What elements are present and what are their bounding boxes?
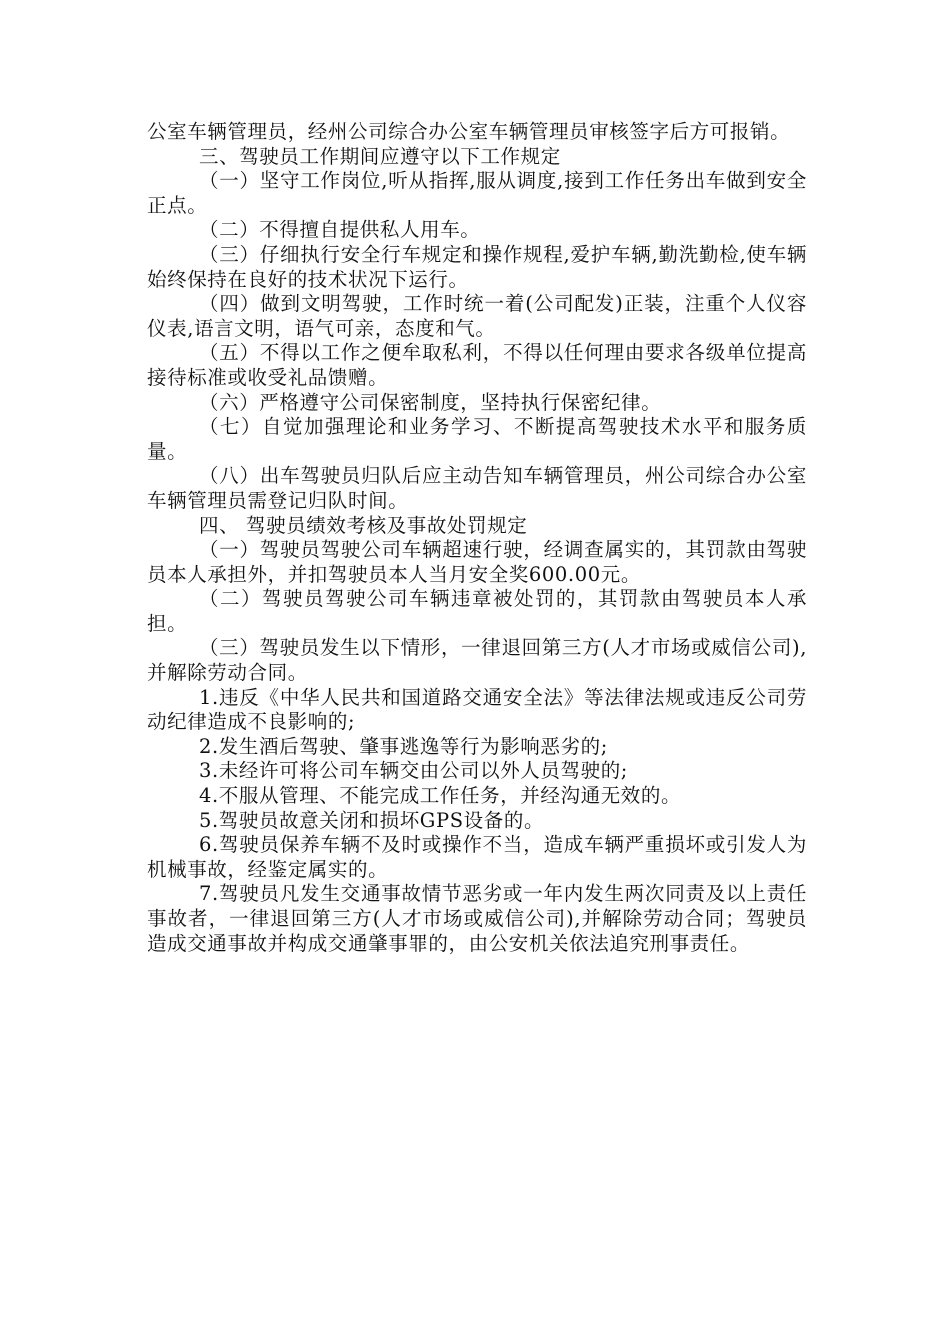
- paragraph-3-7: （七）自觉加强理论和业务学习、不断提高驾驶技术水平和服务质量。: [147, 415, 807, 463]
- list-item-2: 2.发生酒后驾驶、肇事逃逸等行为影响恶劣的;: [199, 734, 608, 758]
- section-heading-4: 四、 驾驶员绩效考核及事故处罚规定: [199, 513, 528, 537]
- paragraph-4-2: （二）驾驶员驾驶公司车辆违章被处罚的，其罚款由驾驶员本人承担。: [147, 587, 807, 635]
- paragraph-0: 公室车辆管理员，经州公司综合办公室车辆管理员审核签字后方可报销。: [147, 120, 791, 143]
- paragraph-3-8: （八）出车驾驶员归队后应主动告知车辆管理员，州公司综合办公室车辆管理员需登记归队时间。: [147, 464, 807, 512]
- list-item-1: 1.违反《中华人民共和国道路交通安全法》等法律法规或违反公司劳动纪律造成不良影响的;: [147, 685, 807, 734]
- list-item-7: 7.驾驶员凡发生交通事故情节恶劣或一年内发生两次同责及以上责任事故者，一律退回第三方(人才市场或威信公司),并解除劳动合同；驾驶员造成交通事故并构成交通肇事罪的，由公安机关依法追究刑事责任。: [147, 882, 807, 955]
- paragraph-3-1: （一）坚守工作岗位,听从指挥,服从调度,接到工作任务出车做到安全正点。: [147, 169, 807, 217]
- paragraph-3-5: （五）不得以工作之便牟取私利，不得以任何理由要求各级单位提高接待标准或收受礼品馈赠。: [147, 341, 807, 389]
- paragraph-3-2: （二）不得擅自提供私人用车。: [199, 218, 481, 242]
- list-item-5: 5.驾驶员故意关闭和损坏GPS设备的。: [199, 808, 545, 832]
- list-item-4: 4.不服从管理、不能完成工作任务，并经沟通无效的。: [199, 784, 682, 808]
- list-item-3: 3.未经许可将公司车辆交由公司以外人员驾驶的;: [199, 759, 628, 783]
- paragraph-3-3: （三）仔细执行安全行车规定和操作规程,爱护车辆,勤洗勤检,使车辆始终保持在良好的技术状况下运行。: [147, 242, 807, 291]
- list-item-6: 6.驾驶员保养车辆不及时或操作不当，造成车辆严重损坏或引发人为机械事故，经鉴定属实的。: [147, 833, 807, 881]
- paragraph-3-4: （四）做到文明驾驶，工作时统一着(公司配发)正装，注重个人仪容仪表,语言文明，语气可亲，态度和气。: [147, 292, 807, 340]
- document-body: [147, 120, 807, 956]
- section-heading-3: 三、驾驶员工作期间应遵守以下工作规定: [199, 144, 561, 168]
- paragraph-3-6: （六）严格遵守公司保密制度，坚持执行保密纪律。: [199, 390, 662, 414]
- paragraph-4-3: （三）驾驶员发生以下情形，一律退回第三方(人才市场或威信公司),并解除劳动合同。: [147, 636, 807, 685]
- paragraph-4-1: （一）驾驶员驾驶公司车辆超速行驶，经调查属实的，其罚款由驾驶员本人承担外，并扣驾驶员本人当月安全奖600.00元。: [147, 538, 807, 586]
